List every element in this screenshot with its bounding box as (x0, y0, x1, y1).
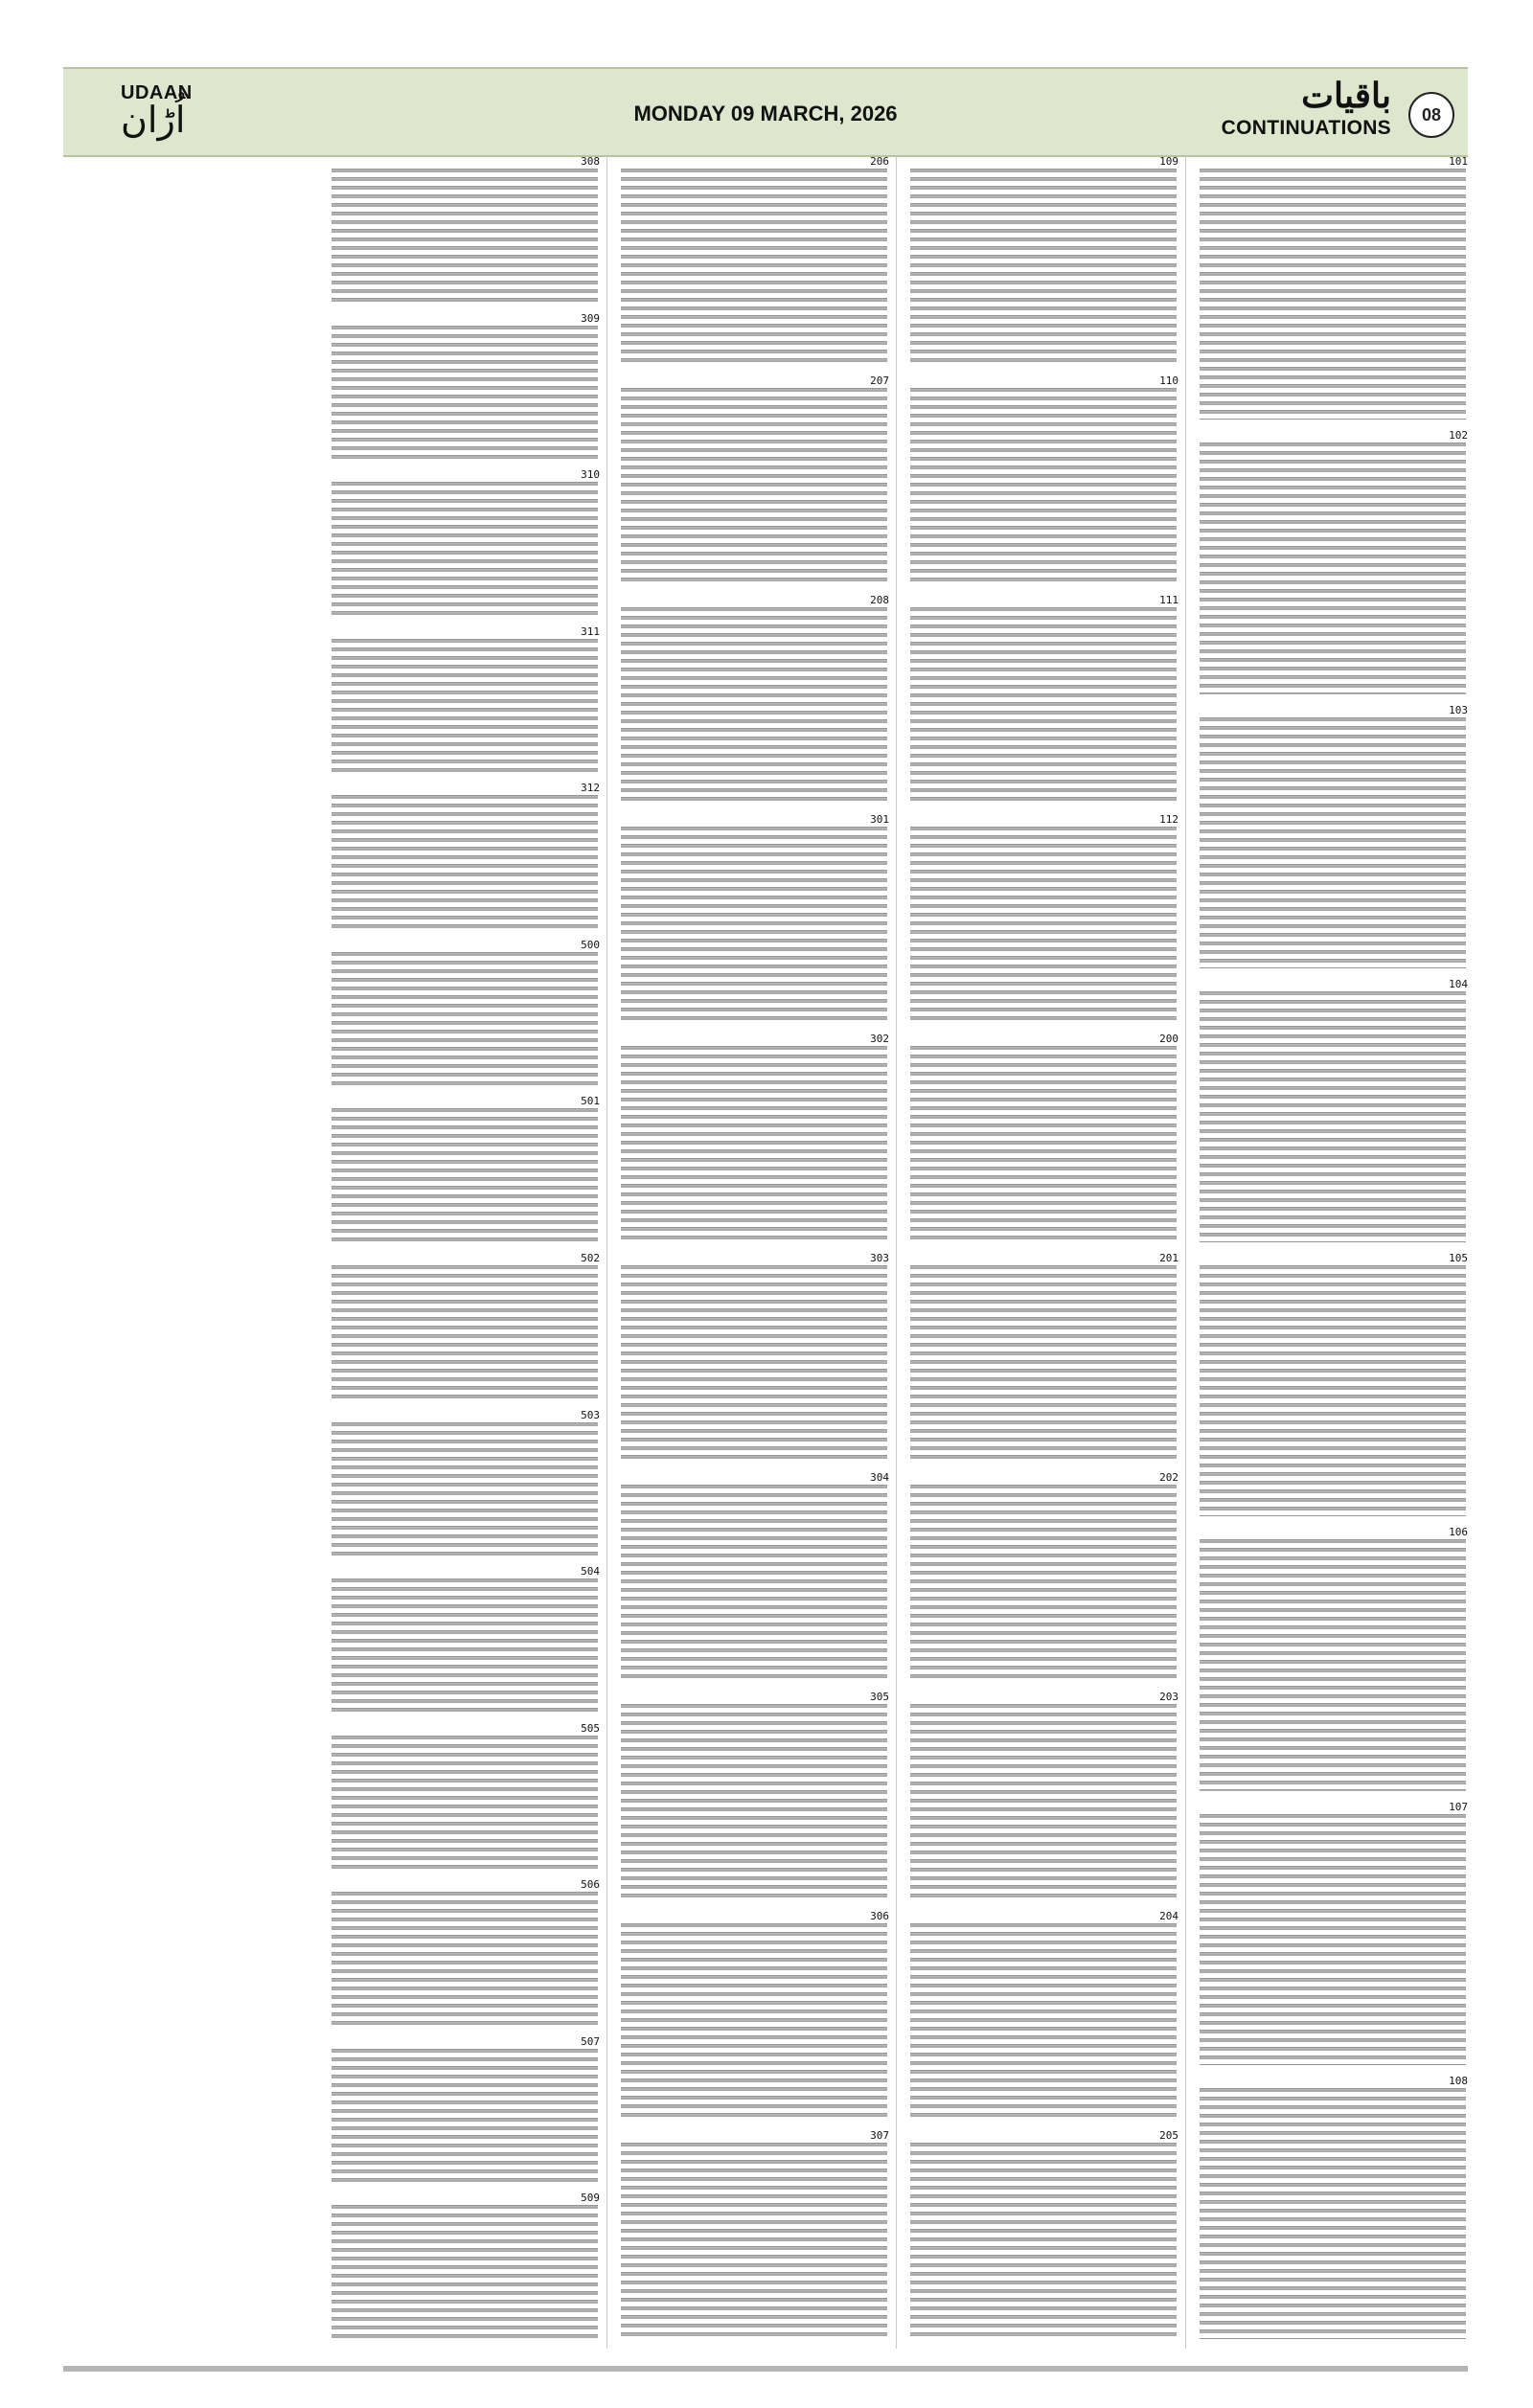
story-text-block (332, 169, 598, 303)
story-number: 101 (1449, 155, 1468, 168)
story-number: 203 (1159, 1691, 1178, 1703)
story-block (330, 2035, 600, 2187)
story-block (330, 1878, 600, 2030)
story-text-block (1200, 1265, 1466, 1516)
story-block (908, 1033, 1178, 1246)
story-block (619, 1910, 889, 2124)
story-block (1198, 978, 1468, 1246)
story-block (908, 2129, 1178, 2343)
story-block (619, 1471, 889, 1685)
story-number: 109 (1159, 155, 1178, 168)
story-block (1198, 704, 1468, 972)
story-number: 502 (581, 1252, 600, 1264)
story-block (330, 939, 600, 1090)
story-block (1198, 2075, 1468, 2343)
dateline: MONDAY 09 MARCH, 2026 (633, 102, 898, 125)
column-divider (606, 155, 607, 2349)
story-number: 102 (1449, 429, 1468, 443)
story-text-block (621, 1923, 887, 2120)
story-block (1198, 1252, 1468, 1520)
story-block (330, 312, 600, 464)
story-text-block (621, 1046, 887, 1242)
story-text-block (332, 326, 598, 460)
story-text-block (910, 1923, 1177, 2120)
story-text-block (621, 827, 887, 1023)
story-number: 207 (870, 375, 889, 387)
section-title-ur: باقیات (1301, 76, 1391, 116)
story-block (1198, 429, 1468, 697)
story-number: 202 (1159, 1471, 1178, 1484)
story-block (619, 155, 889, 369)
story-number: 205 (1159, 2129, 1178, 2142)
story-text-block (1200, 1539, 1466, 1790)
story-block (330, 1095, 600, 1246)
story-number: 106 (1449, 1526, 1468, 1539)
story-number: 309 (581, 311, 600, 325)
story-number: 310 (581, 468, 600, 482)
story-text-block (1200, 2088, 1466, 2339)
masthead (63, 67, 1468, 157)
story-block (619, 594, 889, 807)
story-number: 112 (1159, 813, 1178, 826)
story-block (908, 1252, 1178, 1465)
story-number: 107 (1449, 1800, 1468, 1813)
story-text-block (621, 1704, 887, 1900)
story-number: 303 (870, 1252, 889, 1264)
story-number: 509 (581, 2192, 600, 2205)
column-3 (619, 155, 889, 2349)
story-block (330, 1722, 600, 1874)
footer-rule (63, 2366, 1468, 2372)
column-2 (908, 155, 1178, 2349)
story-block (330, 2192, 600, 2343)
story-block (908, 375, 1178, 588)
story-block (908, 1910, 1178, 2124)
story-block (1198, 1801, 1468, 2069)
story-block (908, 155, 1178, 369)
story-text-block (1200, 443, 1466, 693)
story-number: 110 (1159, 375, 1178, 387)
story-block (908, 813, 1178, 1027)
story-number: 208 (870, 594, 889, 606)
story-number: 504 (581, 1565, 600, 1579)
story-block (619, 1691, 889, 1904)
story-block (330, 155, 600, 307)
brand-name-ur: اُڑان (121, 99, 186, 141)
story-number: 304 (870, 1471, 889, 1484)
story-text-block (332, 952, 598, 1086)
story-number: 311 (581, 625, 600, 638)
story-number: 308 (581, 155, 600, 168)
section-heading (1222, 75, 1391, 140)
story-text-block (332, 2205, 598, 2339)
story-block (619, 1033, 889, 1246)
page-number-badge: 08 (1408, 92, 1454, 138)
story-text-block (910, 2143, 1177, 2339)
story-text-block (621, 2143, 887, 2339)
brand-name-en: UDAAN (121, 82, 193, 103)
story-text-block (621, 169, 887, 365)
story-text-block (1200, 169, 1466, 420)
story-block (1198, 155, 1468, 423)
story-text-block (332, 1265, 598, 1399)
story-text-block (332, 1736, 598, 1870)
story-number: 506 (581, 1878, 600, 1892)
story-number: 301 (870, 813, 889, 826)
story-number: 104 (1449, 977, 1468, 990)
column-1 (1198, 155, 1468, 2349)
story-text-block (910, 827, 1177, 1023)
story-number: 505 (581, 1721, 600, 1735)
story-text-block (332, 1579, 598, 1713)
column-4 (330, 155, 600, 2349)
story-number: 312 (581, 782, 600, 795)
story-text-block (332, 2049, 598, 2183)
story-block (1198, 1526, 1468, 1794)
story-text-block (910, 1485, 1177, 1681)
story-text-block (332, 1108, 598, 1242)
story-number: 503 (581, 1408, 600, 1421)
story-block (330, 782, 600, 933)
story-number: 500 (581, 938, 600, 951)
story-text-block (332, 1892, 598, 2026)
story-block (330, 1409, 600, 1560)
story-text-block (1200, 1814, 1466, 2065)
story-text-block (621, 1485, 887, 1681)
story-text-block (1200, 991, 1466, 1242)
story-block (330, 625, 600, 777)
story-number: 201 (1159, 1252, 1178, 1264)
story-number: 105 (1449, 1252, 1468, 1264)
story-text-block (332, 1422, 598, 1556)
story-text-block (910, 607, 1177, 804)
story-text-block (621, 607, 887, 804)
column-divider (1185, 155, 1186, 2349)
story-block (619, 813, 889, 1027)
story-block (908, 594, 1178, 807)
story-block (330, 1565, 600, 1716)
section-title-en: CONTINUATIONS (1221, 117, 1391, 139)
story-block (330, 1252, 600, 1403)
column-divider (896, 155, 897, 2349)
story-text-block (910, 169, 1177, 365)
story-number: 200 (1159, 1033, 1178, 1045)
story-block (619, 2129, 889, 2343)
story-text-block (621, 388, 887, 584)
story-text-block (910, 1046, 1177, 1242)
story-number: 306 (870, 1910, 889, 1922)
story-number: 204 (1159, 1910, 1178, 1922)
story-number: 108 (1449, 2074, 1468, 2087)
story-number: 507 (581, 2034, 600, 2048)
story-text-block (910, 388, 1177, 584)
story-number: 307 (870, 2129, 889, 2142)
story-text-block (910, 1704, 1177, 1900)
story-number: 103 (1449, 703, 1468, 716)
columns-area (63, 155, 1468, 2349)
story-block (619, 375, 889, 588)
story-number: 501 (581, 1095, 600, 1108)
story-block (908, 1471, 1178, 1685)
story-number: 305 (870, 1691, 889, 1703)
story-text-block (1200, 717, 1466, 968)
story-text-block (332, 795, 598, 929)
story-text-block (332, 639, 598, 773)
story-number: 302 (870, 1033, 889, 1045)
story-number: 206 (870, 155, 889, 168)
story-text-block (910, 1265, 1177, 1462)
story-block (619, 1252, 889, 1465)
story-text-block (332, 482, 598, 616)
story-number: 111 (1159, 594, 1178, 606)
story-block (330, 468, 600, 620)
story-block (908, 1691, 1178, 1904)
story-text-block (621, 1265, 887, 1462)
